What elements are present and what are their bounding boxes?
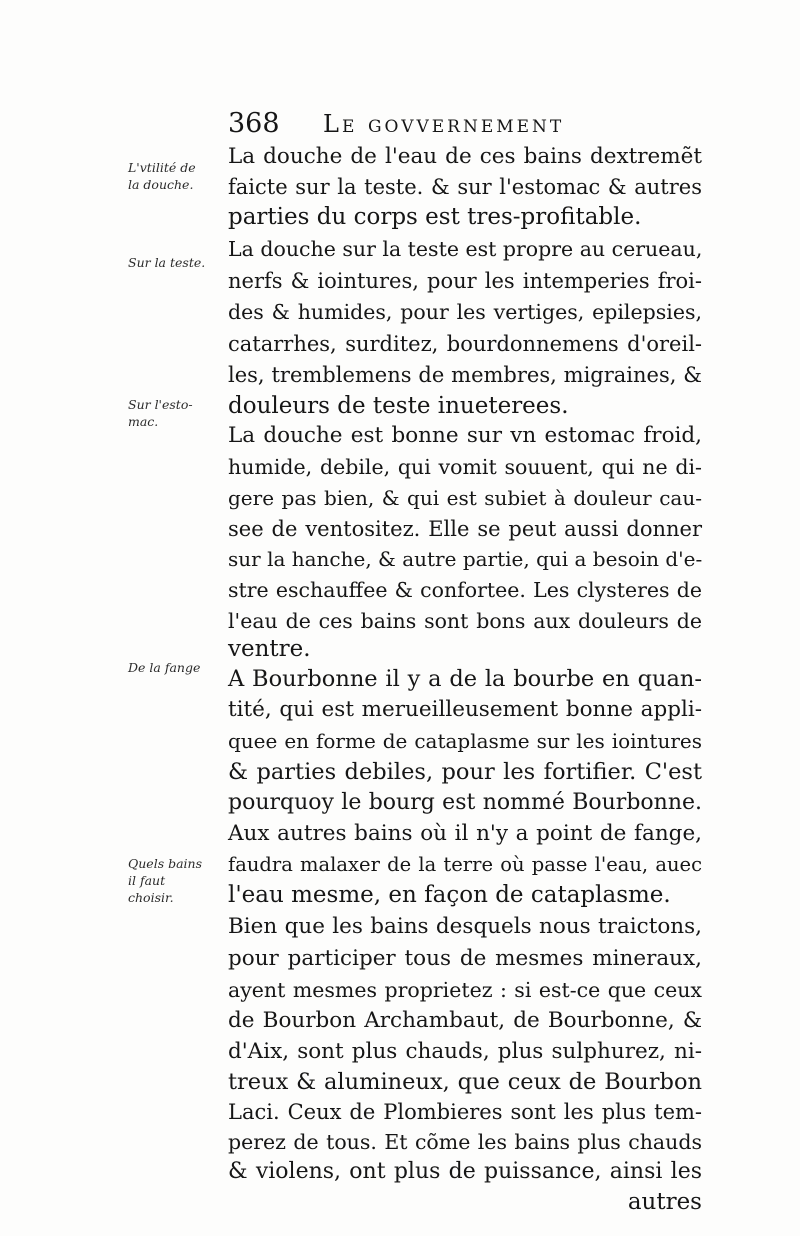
text-line: l'eau mesme, en façon de cataplasme. [228,882,671,908]
text-line: faudra malaxer de la terre où passe l'eau, auec [228,853,702,876]
text-line: A Bourbonne il y a de la bourbe en quan- [228,666,702,692]
text-line: Bien que les bains desquels nous traictons, [228,914,702,939]
text-line: Aux autres bains où il n'y a point de fange, [228,821,702,846]
text-line: parties du corps est tres-profitable. [228,204,642,230]
text-line: nerfs & iointures, pour les intemperies froi- [228,269,702,293]
text-line: La douche sur la teste est propre au cerueau, [228,237,703,261]
margin-note-estomac-line-1: Sur l'esto- [128,397,193,412]
text-line: catarrhes, surditez, bourdonnemens d'oreil- [228,332,702,356]
margin-note-bains-line-1: Quels bains [128,856,202,871]
text-line: see de ventositez. Elle se peut aussi donner [228,517,702,541]
page-number: 368 [228,108,280,139]
text-line: Laci. Ceux de Plombieres sont les plus tem- [228,1100,702,1124]
text-line: ayent mesmes proprietez : si est-ce que ceux [228,978,702,1002]
text-line: La douche est bonne sur vn estomac froid, [228,423,702,448]
text-line: les, tremblemens de membres, migraines, & [228,363,702,387]
margin-note-teste: Sur la teste. [128,255,206,270]
text-line: La douche de l'eau de ces bains dextremẽt [228,144,702,169]
text-line: quee en forme de cataplasme sur les iointures [228,729,702,753]
text-line: l'eau de ces bains sont bons aux douleurs de [228,609,702,633]
margin-note-fange: De la fange [128,660,201,675]
margin-note-utilite-line-2: la douche. [128,177,194,192]
text-line: faicte sur la teste. & sur l'estomac & autres [228,175,702,199]
text-line: & violens, ont plus de puissance, ainsi les [228,1159,702,1184]
text-line: douleurs de teste inueterees. [228,393,569,419]
text-line: sur la hanche, & autre partie, qui a besoin d'e- [228,547,703,571]
text-line: & parties debiles, pour les fortifier. C'est [228,759,702,785]
margin-note-utilite-line-1: L'vtilité de [128,160,196,175]
text-line: d'Aix, sont plus chauds, plus sulphurez, ni- [228,1039,702,1064]
margin-note-bains-line-3: choisir. [128,890,174,905]
text-line: de Bourbon Archambaut, de Bourbonne, & [228,1008,702,1033]
text-line: perez de tous. Et cõme les bains plus chauds [228,1130,702,1154]
text-line: humide, debile, qui vomit souuent, qui ne di- [228,455,702,479]
page-header [228,108,608,142]
text-line: treux & alumineux, que ceux de Bourbon [228,1069,702,1095]
text-line: stre eschauffee & confortee. Les clysteres de [228,578,702,602]
margin-note-bains-line-2: il faut [128,873,166,888]
text-line: pourquoy le bourg est nommé Bourbonne. [228,790,702,815]
text-line: tité, qui est merueilleusement bonne appli- [228,697,702,722]
text-line: ventre. [228,636,311,662]
text-line: des & humides, pour les vertiges, epilepsies, [228,300,702,324]
margin-note-estomac-line-2: mac. [128,414,159,429]
catchword: autres [627,1189,702,1215]
running-head: Le govvernement [323,110,565,138]
text-line: pour participer tous de mesmes mineraux, [228,946,702,971]
text-line: gere pas bien, & qui est subiet à douleur cau- [228,486,702,510]
